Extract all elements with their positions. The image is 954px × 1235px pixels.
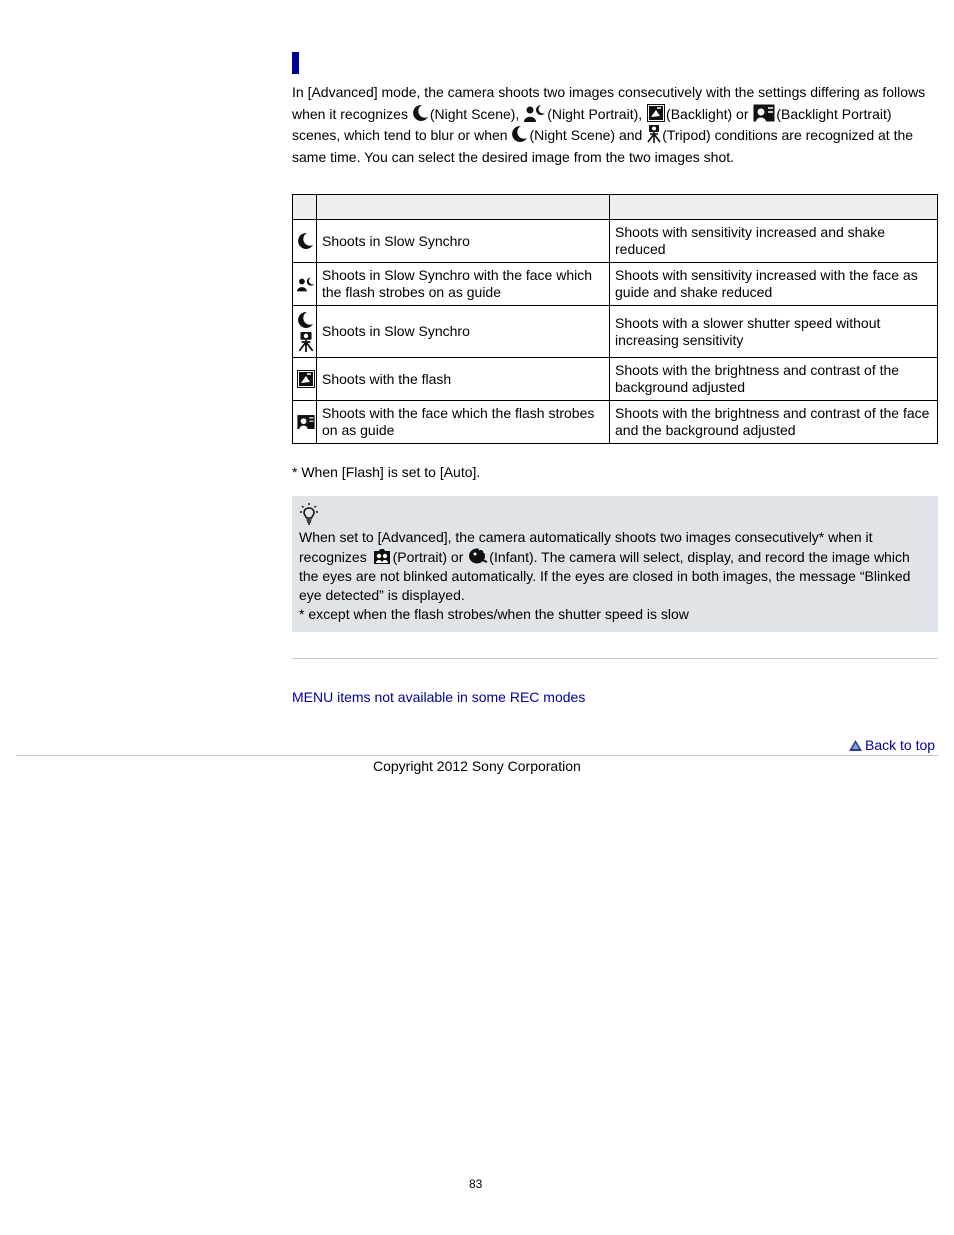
copyright-text: Copyright 2012 Sony Corporation [373, 758, 581, 774]
table-icon-cell [293, 220, 317, 263]
table-cell: Shoots with sensitivity increased and shake reduced [610, 220, 938, 263]
table-row [293, 401, 938, 444]
night-portrait-icon [297, 274, 315, 294]
table-icon-cell [293, 401, 317, 444]
table-cell: Shoots with the brightness and contrast of the background adjusted [610, 358, 938, 401]
hint-text-2: (Portrait) or [392, 549, 468, 565]
back-to-top-label: Back to top [865, 737, 936, 753]
backlight-portrait-icon [297, 412, 315, 432]
table-cell: Shoots in Slow Synchro [317, 306, 610, 358]
mode-comparison-table [292, 194, 938, 444]
hint-text-1: When set to [Advanced], the camera automatically shoots two images consecutively* when it recognizes [299, 529, 873, 565]
table-cell: Shoots with a slower shutter speed without increasing sensitivity [610, 306, 938, 358]
backlight-icon [297, 369, 315, 389]
night-scene-icon [512, 125, 528, 143]
hint-text-3: (Infant). The camera will select, display, and record the image which the eyes are not blinked automatically. If the eyes are closed in both images, the message “Blinked eye detected” is displayed. [299, 549, 911, 603]
flash-footnote: * When [Flash] is set to [Auto]. [292, 464, 481, 480]
table-cell: Shoots with the flash [317, 358, 610, 401]
table-cell: Shoots in Slow Synchro with the face which the flash strobes on as guide [317, 263, 610, 306]
tripod-icon [297, 332, 315, 352]
back-to-top-link[interactable] [849, 737, 935, 753]
page-number: 83 [469, 1177, 483, 1191]
portrait-icon [372, 547, 392, 565]
table-icon-cell [293, 306, 317, 358]
hint-note: * except when the flash strobes/when the shutter speed is slow [299, 606, 689, 622]
infant-icon [468, 547, 488, 565]
related-link-menu-items[interactable]: MENU items not available in some REC modes [292, 689, 586, 705]
table-header-icon [293, 195, 317, 220]
table-row [293, 220, 938, 263]
night-portrait-icon [524, 104, 546, 122]
lightbulb-hint-icon [299, 502, 319, 526]
table-icon-cell [293, 263, 317, 306]
night-scene-icon [297, 311, 315, 329]
table-cell: Shoots with sensitivity increased with the face as guide and shake reduced [610, 263, 938, 306]
up-triangle-icon [849, 738, 862, 749]
table-row [293, 263, 938, 306]
intro-text-6: (Night Scene) and [529, 127, 647, 143]
intro-text-3: (Night Portrait), [547, 105, 647, 122]
intro-text-5: (Backlight Portrait) scenes, which tend to blur or when [292, 105, 892, 143]
tripod-icon [647, 125, 661, 143]
table-cell: Shoots with the face which the flash strobes on as guide [317, 401, 610, 444]
backlight-portrait-icon [753, 104, 775, 122]
intro-text-4: (Backlight) or [666, 105, 753, 122]
hint-box [292, 496, 938, 632]
night-scene-icon [413, 104, 429, 122]
intro-text-1: In [Advanced] mode, the camera shoots two images consecutively with the settings differing as follows when it recognizes [292, 84, 926, 122]
table-cell: Shoots with the brightness and contrast of the face and the background adjusted [610, 401, 938, 444]
table-header-second-image [610, 195, 938, 220]
table-header-first-image [317, 195, 610, 220]
section-divider [292, 658, 938, 659]
table-row [293, 358, 938, 401]
section-title-marker [292, 52, 299, 74]
intro-paragraph [292, 82, 942, 168]
table-cell: Shoots in Slow Synchro [317, 220, 610, 263]
intro-text-7: (Tripod) conditions are recognized at the same time. You can select the desired image from the two images shot. [292, 127, 914, 165]
table-row [293, 306, 938, 358]
table-icon-cell [293, 358, 317, 401]
backlight-icon [647, 104, 665, 122]
footer-divider [16, 755, 938, 756]
night-scene-icon [297, 231, 315, 251]
table-header-row [293, 195, 938, 220]
intro-text-2: (Night Scene), [429, 105, 524, 122]
